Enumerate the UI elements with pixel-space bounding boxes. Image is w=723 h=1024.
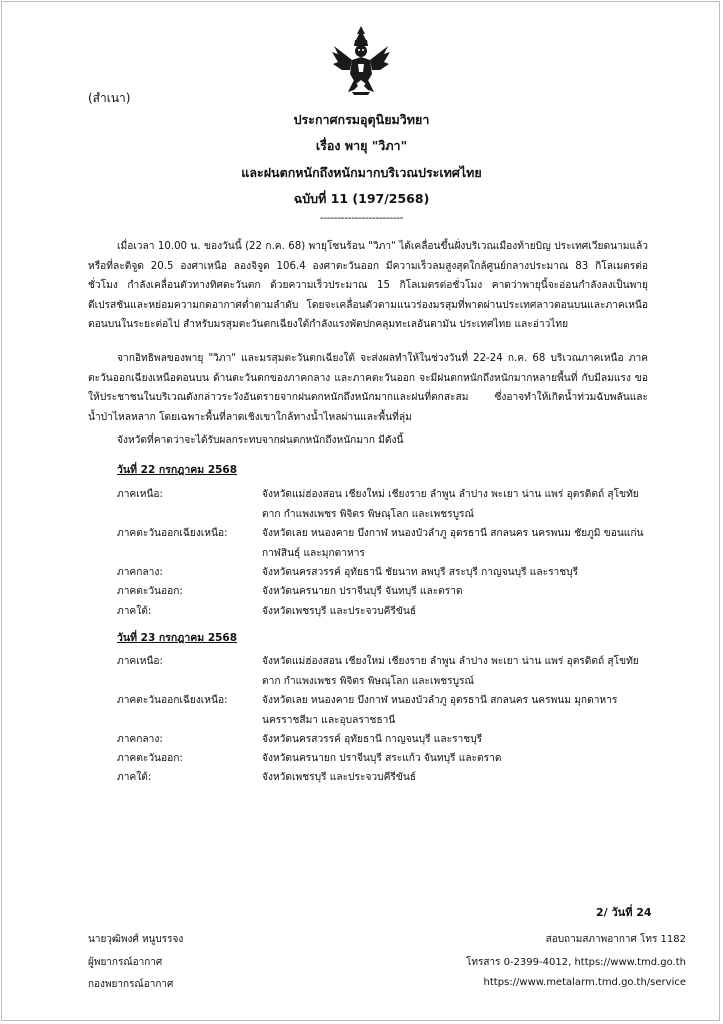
region-label: ภาคใต้: (117, 772, 152, 783)
title-divider: ------------------------ (319, 211, 404, 224)
date-heading-2: วันที่ 23 กรกฎาคม 2568 (117, 632, 238, 644)
contact-service-link[interactable]: https://www.metalarm.tmd.go.th/service (483, 977, 686, 988)
region-label: ภาคกลาง: (117, 567, 163, 578)
body-paragraph-2: จากอิทธิพลของพายุ "วิภา" และมรสุมตะวันตกเฉียงใต้ จะส่งผลทำให้ในช่วงวันที่ 22-24 ก.ค. 68 บริเวณภาคเหนือ ภาคตะวันออกเฉียงเหนือตอนบน ด้านตะวันตกของภาคกลาง และภาคตะวันออก จะมีฝนตกหนักถึงหนักมากหลายพื้นที่ กับมีลมแรง ขอให้ประชาชนในบริเวณดังกล่าวระวังอันตรายจากฝนตกหนักถึงหนักมากและฝนที่ตกสะสม ซึ่งอาจทำให้เกิดน้ำท่วมฉับพลันและน้ำป่าไหลหลาก โดยเฉพาะพื้นที่ลาดเชิงเขาใกล้ทางน้ำไหลผ่านและพื้นที่ลุ่ม (88, 353, 648, 423)
issue-number: ฉบับที่ 11 (197/2568) (293, 191, 430, 206)
region-label: ภาคตะวันออกเฉียงเหนือ: (117, 695, 228, 706)
region-row (117, 582, 657, 602)
region-provinces: จังหวัดนครสวรรค์ อุทัยธานี กาญจนบุรี และราชบุรี (262, 734, 483, 745)
region-provinces: จังหวัดนครนายก ปราจีนบุรี สระแก้ว จันทบุรี และตราด (262, 753, 502, 764)
region-provinces: จังหวัดเลย หนองคาย บึงกาฬ หนองบัวลำภู อุดรธานี สกลนคร นครพนม ชัยภูมิ ขอนแก่น กาฬสินธุ์ และมุกดาหาร (262, 528, 644, 559)
region-row (117, 485, 657, 524)
region-row (117, 749, 657, 769)
region-label: ภาคกลาง: (117, 734, 163, 745)
region-provinces: จังหวัดเพชรบุรี และประจวบคีรีขันธ์ (262, 772, 417, 783)
signatory-position: ผู้พยากรณ์อากาศ (88, 957, 163, 968)
region-row (117, 524, 657, 563)
signatory-name: นายวุฒิพงศ์ หนูบรรจง (88, 934, 184, 945)
region-row (117, 768, 657, 788)
copy-label: (สำเนา) (88, 91, 131, 105)
region-provinces: จังหวัดนครนายก ปราจีนบุรี จันทบุรี และตราด (262, 586, 463, 597)
page-continuation: 2/ วันที่ 24 (596, 906, 652, 919)
announcement-subject-line2: และฝนตกหนักถึงหนักมากบริเวณประเทศไทย (241, 165, 482, 180)
region-label: ภาคเหนือ: (117, 489, 163, 500)
region-label: ภาคเหนือ: (117, 656, 163, 667)
date-heading-1: วันที่ 22 กรกฎาคม 2568 (117, 464, 238, 476)
region-provinces: จังหวัดเลย หนองคาย บึงกาฬ หนองบัวลำภู อุดรธานี สกลนคร นครพนม มุกดาหาร นครราชสีมา และอุบลราชธานี (262, 695, 618, 726)
region-label: ภาคตะวันออก: (117, 753, 183, 764)
body-paragraph-1: เมื่อเวลา 10.00 น. ของวันนี้ (22 ก.ค. 68) พายุโซนร้อน "วิภา" ได้เคลื่อนขึ้นฝั่งบริเวณเมืองท้ายบิญ ประเทศเวียดนามแล้ว หรือที่ละติจูด 20.5 องศาเหนือ ลองจิจูด 106.4 องศาตะวันออก มีความเร็วลมสูงสุดใกล้ศูนย์กลางประมาณ 83 กิโลเมตรต่อชั่วโมง กำลังเคลื่อนตัวทางทิศตะวันตก ด้วยความเร็วประมาณ 15 กิโลเมตรต่อชั่วโมง คาดว่าพายุนี้จะอ่อนกำลังลงเป็นพายุดีเปรสชันและหย่อมความกดอากาศต่ำตามลำดับ โดยจะเคลื่อนตัวตามแนวร่องมรสุมที่พาดผ่านประเทศลาวตอนบนและภาคเหนือตอนบนในระยะต่อไป สำหรับมรสุมตะวันตกเฉียงใต้กำลังแรงพัดปกคลุมทะเลอันดามัน ประเทศไทย และอ่าวไทย (88, 241, 648, 330)
region-provinces: จังหวัดเพชรบุรี และประจวบคีรีขันธ์ (262, 606, 417, 617)
signatory-division: กองพยากรณ์อากาศ (88, 979, 174, 990)
region-row (117, 691, 657, 730)
region-row (117, 563, 657, 583)
region-row (117, 652, 657, 691)
region-row (117, 730, 657, 750)
body-paragraph-3: จังหวัดที่คาดว่าจะได้รับผลกระทบจากฝนตกหนักถึงหนักมาก มีดังนี้ (117, 435, 404, 446)
region-row (117, 602, 657, 622)
region-provinces: จังหวัดนครสวรรค์ อุทัยธานี ชัยนาท ลพบุรี สระบุรี กาญจนบุรี และราชบุรี (262, 567, 579, 578)
region-label: ภาคตะวันออก: (117, 586, 183, 597)
region-label: ภาคใต้: (117, 606, 152, 617)
announcement-title: ประกาศกรมอุตุนิยมวิทยา (293, 112, 430, 127)
region-provinces: จังหวัดแม่ฮ่องสอน เชียงใหม่ เชียงราย ลำพูน ลำปาง พะเยา น่าน แพร่ อุตรดิตถ์ สุโขทัย ตาก กำแพงเพชร พิจิตร พิษณุโลก และเพชรบูรณ์ (262, 656, 639, 687)
region-label: ภาคตะวันออกเฉียงเหนือ: (117, 528, 228, 539)
garuda-emblem-icon (330, 24, 392, 96)
contact-phone: สอบถามสภาพอากาศ โทร 1182 (545, 934, 686, 945)
contact-fax-website: โทรสาร 0-2399-4012, https://www.tmd.go.th (466, 957, 686, 968)
region-provinces: จังหวัดแม่ฮ่องสอน เชียงใหม่ เชียงราย ลำพูน ลำปาง พะเยา น่าน แพร่ อุตรดิตถ์ สุโขทัย ตาก กำแพงเพชร พิจิตร พิษณุโลก และเพชรบูรณ์ (262, 489, 639, 520)
announcement-subject: เรื่อง พายุ "วิภา" (315, 138, 408, 153)
